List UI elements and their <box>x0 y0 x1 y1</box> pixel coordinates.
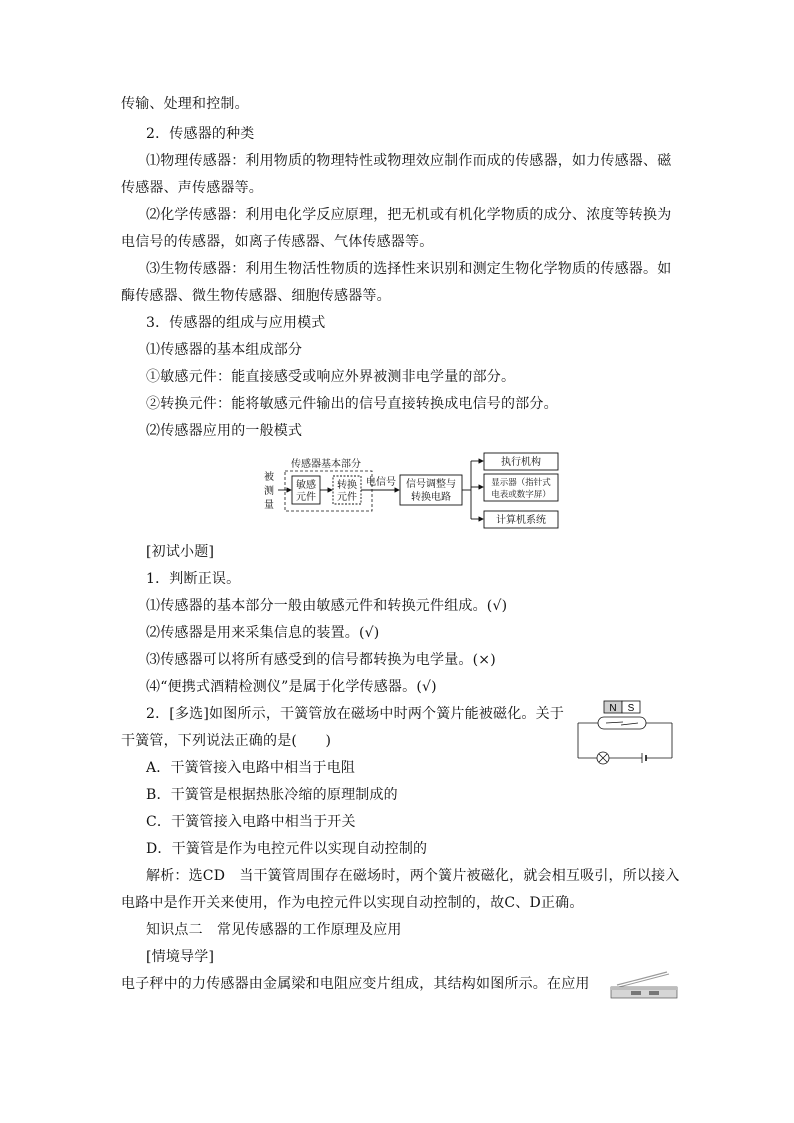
paragraph-chemical-sensor: ⑵化学传感器：利用电化学反应原理，把无机或有机化学物质的成分、浓度等转换为 <box>146 207 672 223</box>
subheading-application-mode: ⑵传感器应用的一般模式 <box>146 423 303 439</box>
strain-gauge <box>631 991 641 995</box>
paragraph-bio-sensor: ⑶生物传感器：利用生物活性物质的选择性来识别和测定生物化学物质的传感器。如 <box>146 261 672 277</box>
paragraph-chemical-sensor-cont: 电信号的传感器，如离子传感器、气体传感器等。 <box>121 234 434 250</box>
sensor-application-diagram <box>258 449 564 533</box>
magnet-n-label: N <box>609 703 617 714</box>
paragraph-electronic-scale: 电子秤中的力传感器由金属梁和电阻应变片组成，其结构如图所示。在应用 <box>121 976 590 992</box>
heading-knowledge-point-2: 知识点二 常见传感器的工作原理及应用 <box>146 922 402 938</box>
option-c: C．干簧管接入电路中相当于开关 <box>146 814 356 830</box>
question-2-cont: 干簧管，下列说法正确的是( ) <box>121 733 332 749</box>
diagram-measured-3: 量 <box>264 500 274 511</box>
option-a: A．干簧管接入电路中相当于电阻 <box>146 760 356 776</box>
text-line-continuation: 传输、处理和控制。 <box>121 96 249 112</box>
item-sensitive-element: ①敏感元件：能直接感受或响应外界被测非电学量的部分。 <box>146 369 516 385</box>
option-b: B．干簧管是根据热胀冷缩的原理制成的 <box>146 787 398 803</box>
diagram-signal-label: 电信号 <box>366 477 396 488</box>
question-1: 1．判断正误。 <box>146 571 241 587</box>
diagram-display-2: 电表或数字屏） <box>491 490 551 500</box>
diagram-group-label: 传感器基本部分 <box>291 459 361 470</box>
diagram-sensitive-1: 敏感 <box>296 480 316 491</box>
paragraph-physical-sensor: ⑴物理传感器：利用物质的物理特性或物理效应制作而成的传感器，如力传感器、磁 <box>146 153 672 169</box>
option-d: D．干簧管是作为电控元件以实现自动控制的 <box>146 841 428 857</box>
diagram-sensitive-2: 元件 <box>296 492 316 503</box>
question-1-item-4: ⑷“便携式酒精检测仪”是属于化学传感器。(√) <box>146 679 437 695</box>
force-sensor-beam-figure <box>609 970 679 1000</box>
diagram-convert-2: 元件 <box>337 492 357 503</box>
question-1-item-1: ⑴传感器的基本部分一般由敏感元件和转换元件组成。(√) <box>146 598 508 614</box>
item-conversion-element: ②转换元件：能将敏感元件输出的信号直接转换成电信号的部分。 <box>146 396 558 412</box>
paragraph-physical-sensor-cont: 传感器、声传感器等。 <box>121 180 263 196</box>
diagram-display-1: 显示器（指针式 <box>491 478 551 488</box>
diagram-exec-label: 执行机构 <box>501 457 541 468</box>
heading-sensor-types: 2．传感器的种类 <box>146 126 255 142</box>
diagram-adjust-2: 转换电路 <box>411 492 451 503</box>
heading-sensor-composition: 3．传感器的组成与应用模式 <box>146 315 326 331</box>
magnet-s-label: S <box>627 703 635 714</box>
reed-tube <box>598 717 646 729</box>
paragraph-bio-sensor-cont: 酶传感器、微生物传感器、细胞传感器等。 <box>121 288 391 304</box>
heading-situation-guide: [情境导学] <box>146 949 215 965</box>
diagram-convert-1: 转换 <box>337 480 357 491</box>
subheading-basic-parts: ⑴传感器的基本组成部分 <box>146 342 303 358</box>
answer-analysis-cont: 电路中是作开关来使用，作为电控元件以实现自动控制的，故C、D正确。 <box>121 895 584 911</box>
diagram-measured-1: 被 <box>264 472 274 483</box>
diagram-measured-2: 测 <box>264 486 274 497</box>
diagram-adjust-1: 信号调整与 <box>406 479 456 490</box>
question-2: 2．[多选]如图所示，干簧管放在磁场中时两个簧片能被磁化。关于 <box>146 706 565 722</box>
heading-trial-questions: [初试小题] <box>146 544 215 560</box>
answer-analysis: 解析：选CD 当干簧管周围存在磁场时，两个簧片被磁化，就会相互吸引，所以接入 <box>146 868 680 884</box>
diagram-computer-label: 计算机系统 <box>496 515 546 526</box>
reed-switch-figure <box>576 700 678 766</box>
question-1-item-2: ⑵传感器是用来采集信息的装置。(√) <box>146 625 380 641</box>
question-1-item-3: ⑶传感器可以将所有感受到的信号都转换为电学量。(×) <box>146 652 496 668</box>
